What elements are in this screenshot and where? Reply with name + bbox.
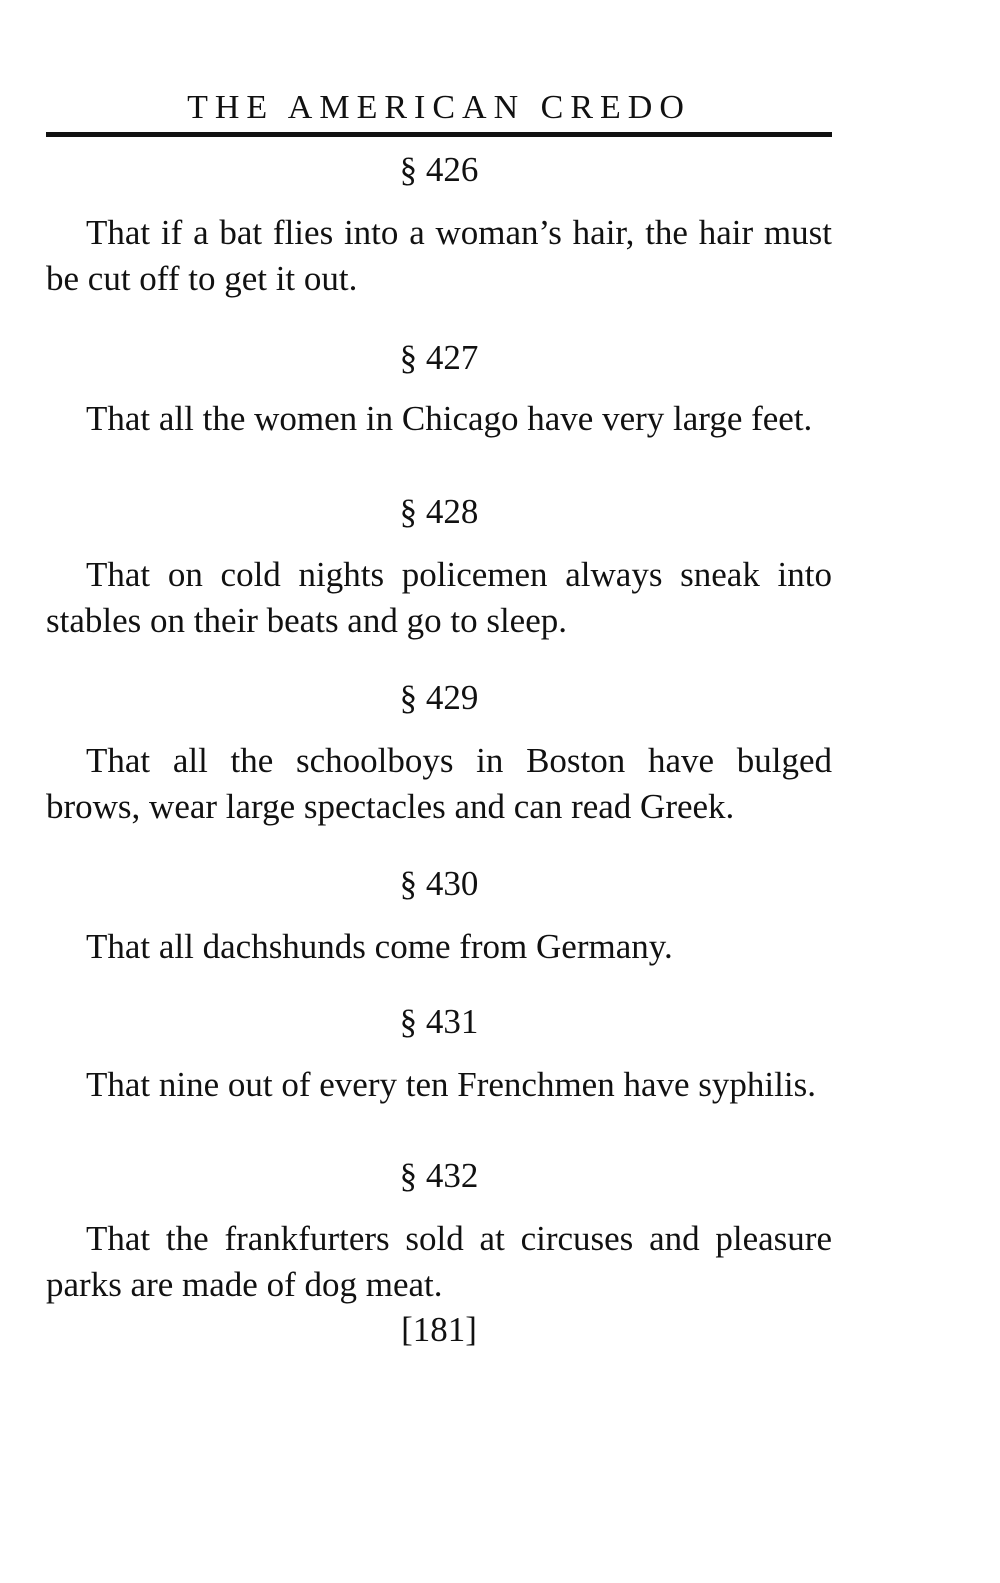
section-number-428: § 428 [399,492,479,531]
section-number-432: § 432 [399,1156,479,1195]
running-title: THE AMERICAN CREDO [187,89,691,126]
entry-text-431: That nine out of every ten Frenchmen have syphilis. [86,1065,816,1104]
section-number-431: § 431 [399,1002,479,1041]
header-rule [46,132,832,137]
page-number: [181] [401,1310,477,1349]
section-number-427: § 427 [399,338,479,377]
entry-text-428: That on cold nights policemen always sneak into stables on their beats and go to sleep. [46,555,832,640]
entry-text-427: That all the women in Chicago have very large feet. [86,399,813,438]
section-number-429: § 429 [399,678,479,717]
entry-text-430: That all dachshunds come from Germany. [86,927,673,966]
section-number-426: § 426 [399,150,479,189]
entry-text-429: That all the schoolboys in Boston have bulged brows, wear large spectacles and can read Greek. [46,741,832,826]
entry-text-426: That if a bat flies into a woman’s hair, the hair must be cut off to get it out. [46,213,832,298]
entry-text-432: That the frankfurters sold at circuses and pleasure parks are made of dog meat. [46,1219,832,1304]
section-number-430: § 430 [399,864,479,903]
